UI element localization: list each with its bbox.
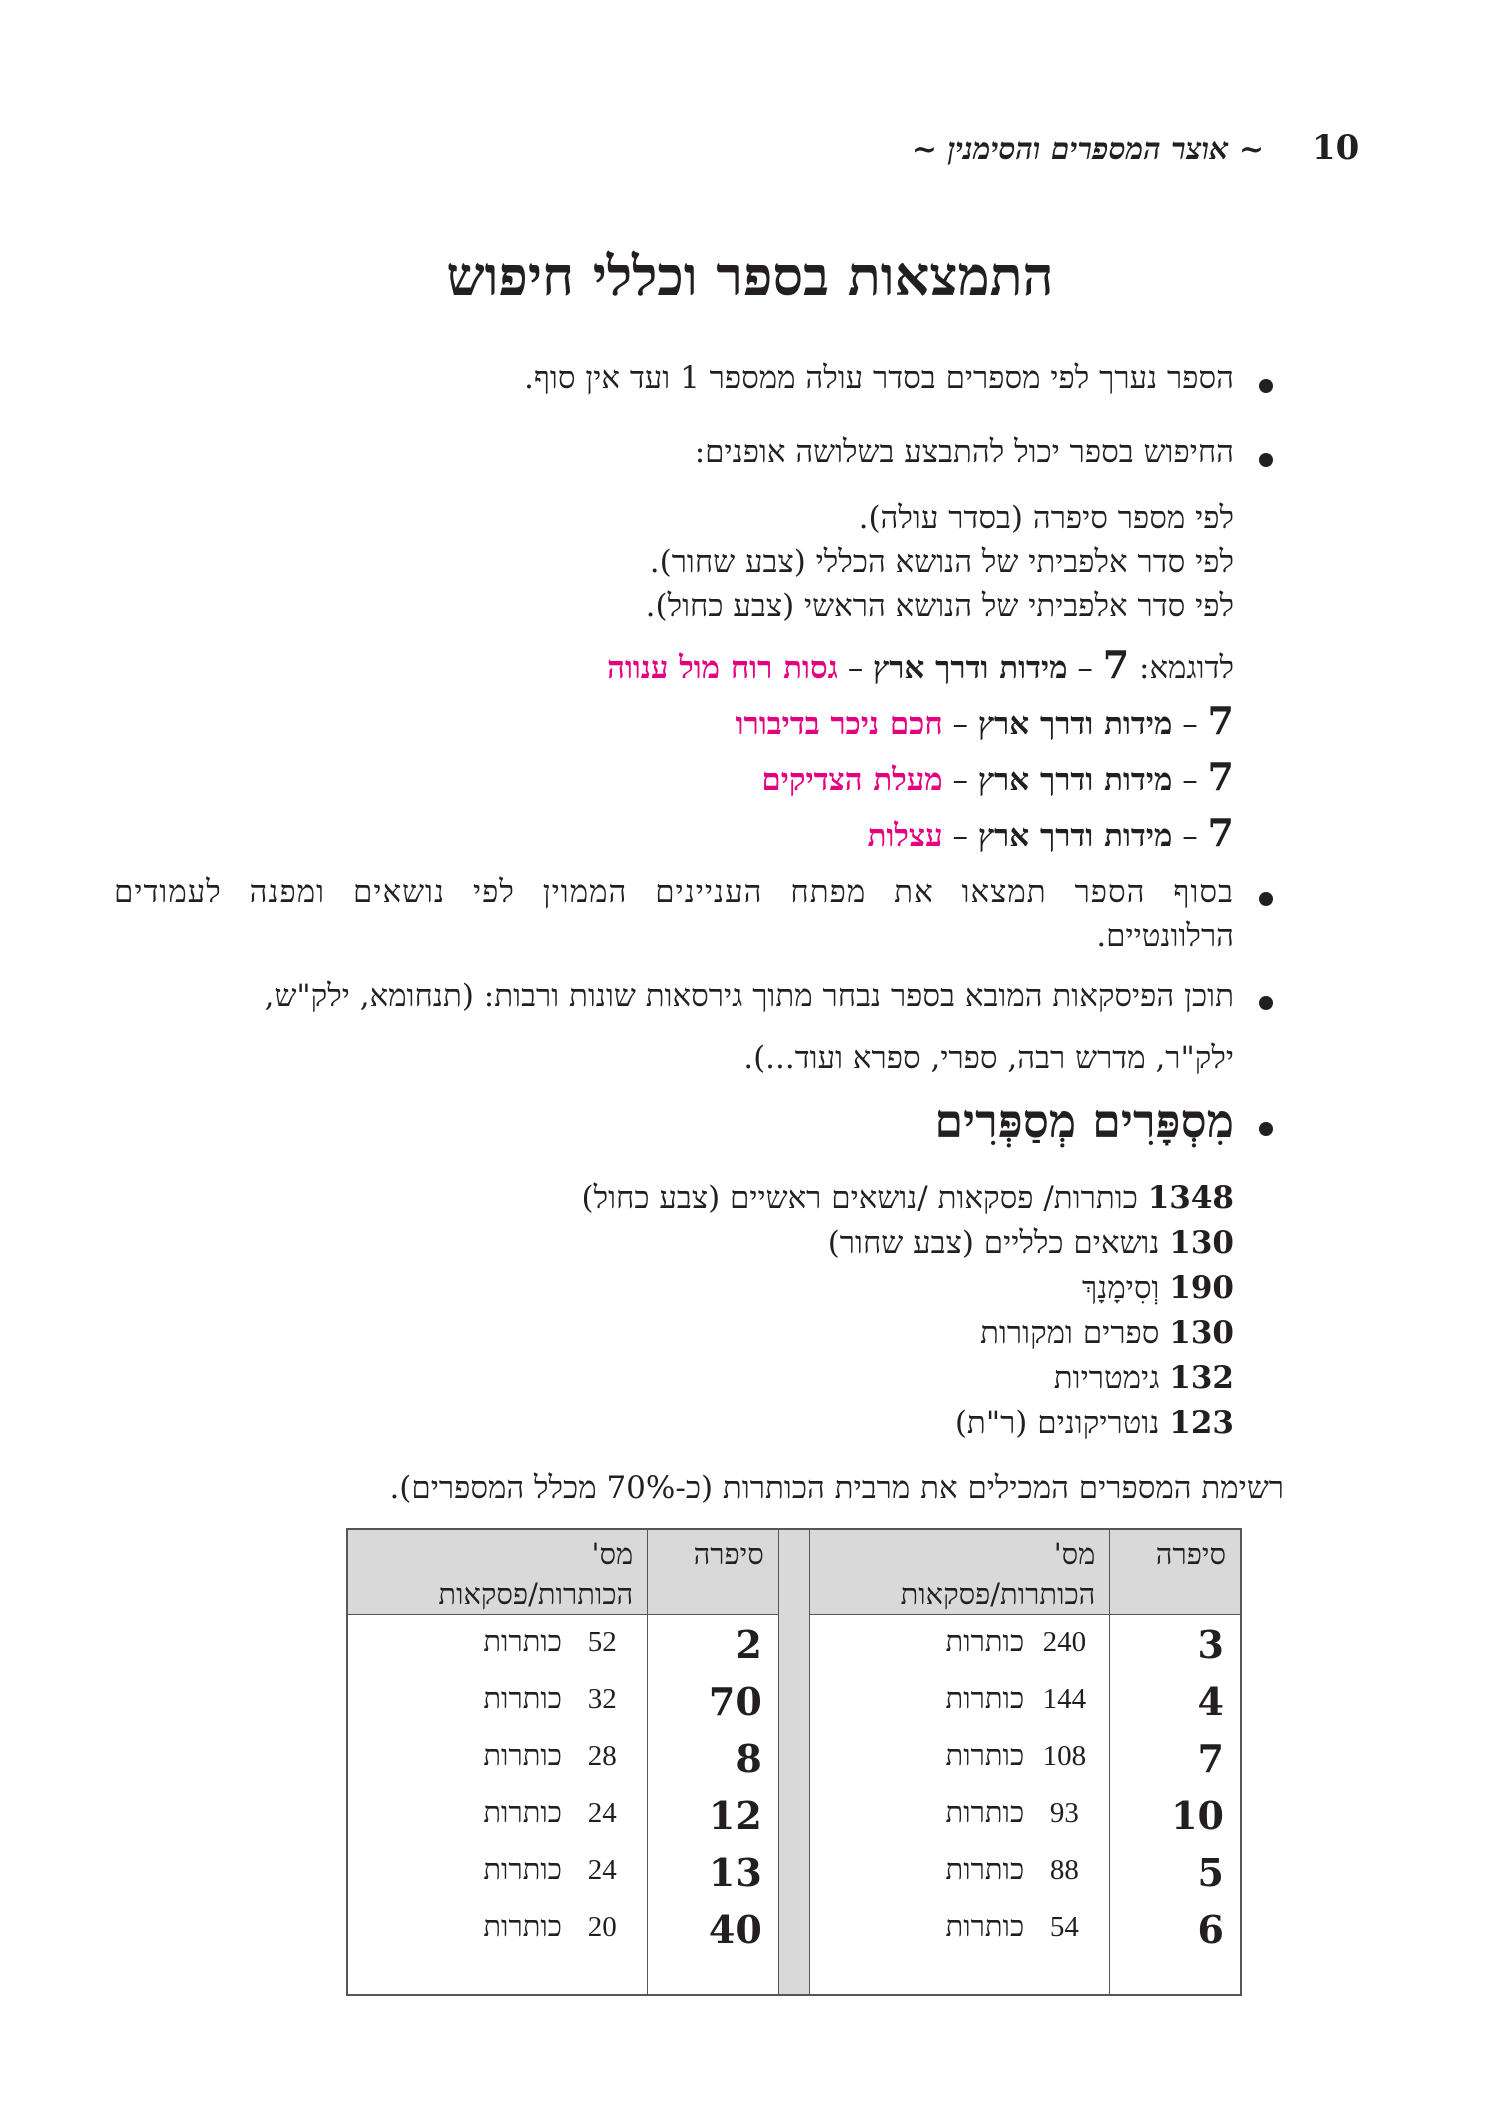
count-label: כותרות/ פסקאות /נושאים ראשיים (צבע כחול) bbox=[581, 1180, 1138, 1216]
example-subtopic: חכם ניכר בדיבורו bbox=[735, 706, 943, 742]
header-count-line2: הכותרות/פסקאות bbox=[438, 1577, 634, 1611]
example-row bbox=[761, 754, 1234, 799]
sifra-value: 12 bbox=[708, 1793, 762, 1838]
header-count-line2: הכותרות/פסקאות bbox=[900, 1577, 1096, 1611]
sifra-value: 7 bbox=[1197, 1736, 1224, 1781]
count-number: 130 bbox=[1169, 1225, 1234, 1261]
example-subtopic: עצלות bbox=[867, 818, 943, 854]
table-row: 54 כותרות bbox=[945, 1909, 1079, 1943]
dash: – bbox=[1077, 650, 1093, 686]
header-count bbox=[347, 1529, 648, 1615]
search-way: לפי מספר סיפרה (בסדר עולה). bbox=[858, 500, 1234, 536]
example-topic: מידות ודרך ארץ bbox=[977, 818, 1173, 854]
dash: – bbox=[1182, 706, 1198, 742]
left-count-col bbox=[347, 1615, 648, 1996]
search-way: לפי סדר אלפביתי של הנושא הראשי (צבע כחול). bbox=[645, 588, 1234, 624]
sifra-value: 2 bbox=[735, 1622, 762, 1667]
table-row: 24 כותרות bbox=[483, 1795, 617, 1829]
header-count bbox=[810, 1529, 1110, 1615]
sifra-value: 5 bbox=[1197, 1850, 1224, 1895]
dash: – bbox=[1182, 762, 1198, 798]
bullet-text-4: תוכן הפיסקאות המובא בספר נבחר מתוך גירסאות שונות ורבות: (תנחומא, ילק"ש, bbox=[264, 978, 1234, 1014]
example-row bbox=[868, 810, 1234, 855]
table-row: 24 כותרות bbox=[483, 1852, 617, 1886]
column-divider bbox=[778, 1529, 809, 1995]
right-sifra-col bbox=[1110, 1615, 1241, 1996]
bullet-icon bbox=[1259, 1122, 1273, 1136]
count-row bbox=[828, 1225, 1234, 1261]
example-number: 7 bbox=[1207, 754, 1234, 799]
dash: – bbox=[952, 762, 969, 798]
bullet-text-3-cont: הרלוונטיים. bbox=[1096, 918, 1234, 954]
table-row: 108 כותרות bbox=[945, 1738, 1087, 1772]
count-row bbox=[1082, 1270, 1234, 1306]
sifra-value: 3 bbox=[1197, 1622, 1224, 1667]
table-row: 52 כותרות bbox=[483, 1624, 617, 1658]
count-row bbox=[980, 1315, 1234, 1351]
bullet-icon bbox=[1259, 996, 1273, 1010]
count-label: נושאים כלליים (צבע שחור) bbox=[827, 1225, 1160, 1261]
header-count-line1: מס' bbox=[591, 1537, 634, 1571]
example-number: 7 bbox=[1207, 810, 1234, 855]
example-row bbox=[736, 698, 1234, 743]
count-label: ספרים ומקורות bbox=[980, 1315, 1160, 1351]
header-sifra: סיפרה bbox=[1110, 1529, 1241, 1615]
table-row: 20 כותרות bbox=[483, 1909, 617, 1943]
example-number: 7 bbox=[1207, 698, 1234, 743]
header-sifra: סיפרה bbox=[648, 1529, 779, 1615]
section-heading: מִסְפָּרִים מְסַפְּרִים bbox=[934, 1094, 1234, 1148]
example-topic: מידות ודרך ארץ bbox=[977, 706, 1173, 742]
count-number: 123 bbox=[1169, 1405, 1234, 1441]
table-caption: רשימת המספרים המכילים את מרבית הכותרות (כ-70% מכלל המספרים). bbox=[389, 1470, 1284, 1506]
bullet-text-3: בסוף הספר תמצאו את מפתח העניינים הממוין לפי נושאים ומפנה לעמודים bbox=[114, 874, 1234, 910]
bullet-text-4-cont: ילק"ר, מדרש רבה, ספרי, ספרא ועוד...). bbox=[743, 1040, 1234, 1076]
header-count-line1: מס' bbox=[1053, 1537, 1096, 1571]
count-label: גימטריות bbox=[1053, 1360, 1160, 1396]
dash: – bbox=[847, 650, 864, 686]
dash: – bbox=[952, 818, 969, 854]
bullet-text-1: הספר נערך לפי מספרים בסדר עולה ממספר 1 ועד אין סוף. bbox=[524, 360, 1234, 396]
example-row bbox=[607, 642, 1234, 687]
count-number: 130 bbox=[1169, 1315, 1234, 1351]
example-number: 7 bbox=[1102, 642, 1130, 687]
sifra-value: 40 bbox=[708, 1907, 762, 1952]
left-sifra-col bbox=[648, 1615, 779, 1996]
count-row bbox=[955, 1405, 1234, 1441]
example-label: לדוגמא: bbox=[1139, 650, 1234, 686]
search-way: לפי סדר אלפביתי של הנושא הכללי (צבע שחור). bbox=[649, 544, 1234, 580]
bullet-icon bbox=[1259, 892, 1273, 906]
example-topic: מידות ודרך ארץ bbox=[873, 650, 1068, 686]
count-number: 190 bbox=[1169, 1270, 1234, 1306]
example-subtopic: גסות רוח מול ענווה bbox=[607, 650, 838, 686]
right-count-col bbox=[810, 1615, 1110, 1996]
bullet-icon bbox=[1259, 453, 1273, 467]
example-topic: מידות ודרך ארץ bbox=[977, 762, 1173, 798]
page-number: 10 bbox=[1312, 128, 1360, 168]
numbers-table bbox=[346, 1528, 1242, 1996]
bullet-text-2: החיפוש בספר יכול להתבצע בשלושה אופנים: bbox=[694, 434, 1234, 470]
dash: – bbox=[952, 706, 969, 742]
table-row: 32 כותרות bbox=[483, 1681, 617, 1715]
count-label: וְסִימָנָךְ bbox=[1082, 1270, 1160, 1306]
running-head: ~ אוצר המספרים והסימנין ~ bbox=[911, 132, 1264, 167]
sifra-value: 10 bbox=[1171, 1793, 1224, 1838]
sifra-value: 70 bbox=[708, 1679, 762, 1724]
sifra-value: 8 bbox=[735, 1736, 762, 1781]
count-row bbox=[581, 1180, 1234, 1216]
table-row: 28 כותרות bbox=[483, 1738, 617, 1772]
table-row: 93 כותרות bbox=[945, 1795, 1079, 1829]
table-row: 88 כותרות bbox=[945, 1852, 1079, 1886]
count-number: 1348 bbox=[1147, 1180, 1234, 1216]
table-row: 240 כותרות bbox=[945, 1624, 1087, 1658]
example-subtopic: מעלת הצדיקים bbox=[761, 762, 943, 798]
dash: – bbox=[1182, 818, 1198, 854]
sifra-value: 4 bbox=[1197, 1679, 1224, 1724]
count-label: נוטריקונים (ר"ת) bbox=[954, 1405, 1160, 1441]
table-row: 144 כותרות bbox=[945, 1681, 1087, 1715]
count-row bbox=[1054, 1360, 1234, 1396]
page-title: התמצאות בספר וכללי חיפוש bbox=[446, 244, 1054, 308]
sifra-value: 6 bbox=[1197, 1907, 1224, 1952]
sifra-value: 13 bbox=[708, 1850, 762, 1895]
bullet-icon bbox=[1259, 379, 1273, 393]
count-number: 132 bbox=[1169, 1360, 1234, 1396]
